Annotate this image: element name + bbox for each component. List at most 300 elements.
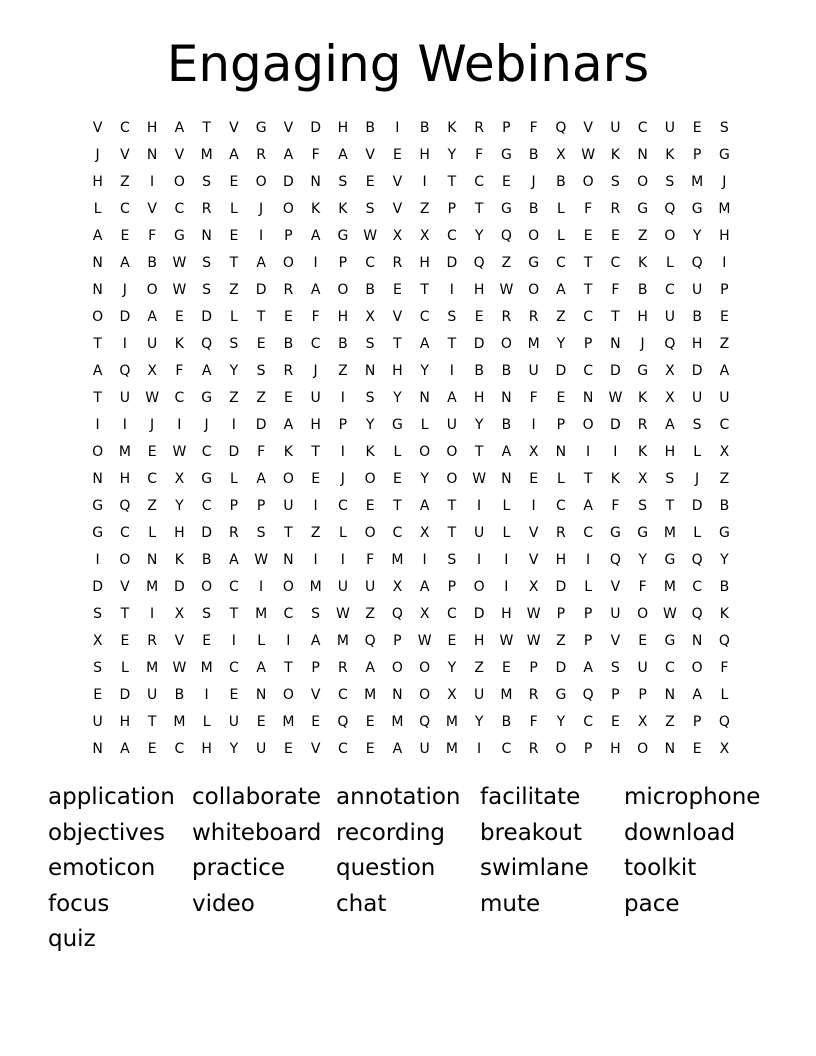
grid-letter: D — [473, 335, 485, 352]
grid-letter: C — [174, 389, 185, 406]
grid-letter: G — [637, 362, 649, 379]
grid-letter: S — [692, 416, 702, 433]
grid-letter: G — [173, 227, 185, 244]
grid-letter: O — [419, 686, 431, 703]
grid-letter: A — [310, 227, 321, 244]
grid-letter: B — [474, 362, 484, 379]
grid-letter: A — [256, 470, 266, 487]
grid-letter: U — [228, 713, 239, 730]
grid-letter: X — [92, 632, 103, 649]
grid-letter: I — [531, 416, 536, 433]
grid-letter: S — [447, 551, 457, 568]
grid-letter: A — [147, 308, 157, 325]
word-list-item: objectives — [48, 819, 166, 846]
grid-letter: Q — [500, 227, 512, 244]
grid-letter: N — [255, 686, 267, 703]
grid-letter: B — [365, 119, 375, 136]
grid-letter: X — [392, 227, 403, 244]
grid-letter: U — [474, 524, 485, 541]
grid-letter: C — [119, 119, 130, 136]
grid-letter: O — [282, 200, 294, 217]
grid-letter: L — [502, 497, 511, 514]
grid-letter: T — [611, 308, 620, 325]
grid-letter: U — [147, 335, 158, 352]
grid-letter: Y — [692, 227, 702, 244]
grid-letter: W — [526, 605, 541, 622]
grid-letter: V — [283, 119, 294, 136]
grid-letter: H — [146, 119, 158, 136]
grid-letter: N — [610, 335, 621, 352]
grid-letter: G — [500, 200, 512, 217]
grid-letter: Q — [664, 335, 676, 352]
grid-letter: D — [555, 659, 567, 676]
grid-letter: K — [311, 200, 321, 217]
grid-letter: O — [282, 578, 294, 595]
grid-letter: V — [528, 551, 539, 568]
grid-letter: F — [311, 146, 320, 163]
grid-letter: P — [338, 254, 348, 271]
grid-letter: X — [147, 362, 157, 379]
grid-letter: L — [93, 200, 102, 217]
grid-letter: A — [256, 659, 266, 676]
grid-letter: T — [583, 281, 593, 298]
grid-letter: O — [637, 605, 649, 622]
grid-row — [84, 384, 738, 411]
grid-letter: V — [610, 632, 621, 649]
grid-letter: T — [447, 335, 457, 352]
grid-letter: V — [120, 146, 130, 163]
grid-letter: T — [583, 470, 593, 487]
grid-letter: Q — [691, 551, 703, 568]
grid-letter: D — [119, 308, 131, 325]
grid-letter: Q — [664, 200, 676, 217]
grid-letter: S — [256, 524, 266, 541]
grid-letter: A — [501, 443, 512, 460]
grid-letter: P — [692, 713, 702, 730]
grid-letter: P — [583, 335, 593, 352]
grid-letter: I — [395, 119, 400, 136]
word-list-item: focus — [48, 890, 110, 917]
word-list-item: practice — [192, 855, 285, 881]
grid-letter: N — [664, 740, 676, 757]
grid-letter: A — [92, 362, 103, 379]
word-list-item: swimlane — [480, 855, 589, 881]
grid-letter: Z — [719, 470, 730, 487]
grid-letter: E — [529, 470, 539, 487]
grid-letter: G — [201, 389, 213, 406]
grid-letter: K — [174, 335, 184, 352]
grid-letter: E — [202, 632, 212, 649]
grid-letter: Y — [365, 416, 375, 433]
grid-letter: N — [555, 443, 567, 460]
grid-letter: K — [174, 551, 184, 568]
grid-letter: G — [500, 146, 512, 163]
grid-letter: R — [338, 659, 348, 676]
word-list-item: video — [192, 890, 255, 917]
grid-letter: C — [637, 119, 648, 136]
grid-letter: S — [365, 200, 375, 217]
grid-letter: X — [447, 686, 457, 703]
grid-letter: G — [691, 200, 703, 217]
grid-letter: I — [586, 443, 591, 460]
grid-letter: G — [255, 119, 267, 136]
grid-letter: D — [228, 443, 240, 460]
grid-letter: N — [92, 254, 103, 271]
grid-letter: K — [283, 443, 293, 460]
grid-letter: V — [174, 146, 185, 163]
grid-letter: W — [172, 254, 187, 271]
grid-letter: S — [665, 470, 675, 487]
grid-letter: G — [92, 524, 104, 541]
grid-letter: J — [313, 362, 318, 379]
grid-letter: S — [93, 659, 103, 676]
word-list-item: chat — [336, 890, 387, 917]
grid-row — [84, 438, 738, 465]
grid-letter: Q — [718, 713, 730, 730]
grid-letter: J — [531, 173, 536, 190]
word-list-item: breakout — [480, 819, 582, 846]
grid-letter: C — [583, 308, 594, 325]
grid-letter: C — [583, 524, 594, 541]
grid-letter: U — [692, 281, 703, 298]
grid-letter: P — [393, 632, 402, 649]
grid-letter: W — [172, 281, 187, 298]
grid-letter: A — [92, 227, 103, 244]
grid-letter: H — [310, 416, 321, 433]
grid-letter: E — [120, 632, 130, 649]
grid-letter: M — [309, 578, 322, 595]
grid-letter: Z — [365, 605, 375, 622]
word-list-item: emoticon — [48, 855, 156, 881]
grid-letter: I — [422, 551, 427, 568]
grid-letter: O — [419, 443, 431, 460]
grid-letter: V — [229, 119, 239, 136]
word-list-item: annotation — [336, 784, 461, 810]
grid-letter: K — [610, 146, 620, 163]
grid-letter: U — [692, 389, 703, 406]
grid-letter: Z — [256, 389, 266, 406]
grid-row — [84, 627, 738, 654]
grid-letter: D — [310, 119, 322, 136]
grid-letter: I — [531, 497, 536, 514]
grid-letter: U — [283, 497, 294, 514]
grid-letter: G — [201, 470, 213, 487]
grid-letter: E — [229, 686, 239, 703]
grid-letter: N — [501, 470, 512, 487]
grid-letter: A — [283, 416, 294, 433]
grid-letter: D — [473, 605, 485, 622]
grid-letter: S — [229, 335, 239, 352]
grid-letter: C — [310, 335, 321, 352]
grid-letter: X — [365, 308, 375, 325]
grid-letter: S — [338, 173, 348, 190]
grid-letter: R — [528, 308, 539, 325]
grid-letter: A — [120, 740, 130, 757]
grid-letter: P — [638, 686, 647, 703]
grid-letter: D — [691, 362, 703, 379]
grid-letter: L — [693, 524, 702, 541]
grid-letter: P — [502, 119, 511, 136]
grid-letter: C — [555, 497, 566, 514]
grid-letter: I — [259, 227, 264, 244]
grid-letter: N — [92, 740, 103, 757]
grid-letter: I — [259, 578, 264, 595]
grid-letter: P — [583, 605, 593, 622]
grid-letter: S — [610, 659, 620, 676]
grid-letter: H — [119, 713, 131, 730]
grid-letter: P — [447, 578, 457, 595]
grid-letter: T — [420, 281, 429, 298]
grid-letter: R — [283, 362, 294, 379]
grid-letter: K — [338, 200, 348, 217]
grid-letter: I — [150, 605, 155, 622]
grid-letter: Y — [229, 362, 239, 379]
grid-letter: H — [719, 227, 730, 244]
grid-letter: N — [201, 227, 212, 244]
grid-letter: S — [610, 173, 620, 190]
grid-letter: B — [637, 281, 648, 298]
grid-letter: I — [340, 443, 345, 460]
grid-letter: F — [257, 443, 266, 460]
grid-letter: A — [283, 146, 294, 163]
grid-letter: P — [720, 281, 729, 298]
grid-letter: Q — [419, 713, 431, 730]
grid-letter: C — [501, 740, 512, 757]
grid-letter: Z — [310, 524, 321, 541]
grid-row — [84, 600, 738, 627]
grid-letter: C — [583, 362, 594, 379]
grid-letter: T — [256, 308, 266, 325]
grid-letter: T — [202, 119, 211, 136]
grid-letter: K — [719, 605, 729, 622]
grid-letter: O — [446, 470, 458, 487]
grid-letter: I — [150, 173, 155, 190]
grid-letter: R — [528, 740, 539, 757]
grid-letter: F — [529, 713, 538, 730]
grid-letter: W — [526, 632, 541, 649]
grid-letter: L — [502, 524, 511, 541]
grid-row — [84, 195, 738, 222]
grid-letter: Y — [556, 335, 566, 352]
grid-letter: E — [93, 686, 103, 703]
grid-letter: S — [447, 308, 457, 325]
grid-row — [84, 303, 738, 330]
grid-letter: Q — [691, 605, 703, 622]
grid-letter: I — [477, 740, 482, 757]
grid-letter: D — [92, 578, 104, 595]
grid-letter: V — [120, 578, 130, 595]
grid-row — [84, 465, 738, 492]
grid-letter: C — [201, 497, 212, 514]
word-list-item: whiteboard — [192, 819, 322, 846]
grid-letter: E — [610, 227, 620, 244]
grid-letter: B — [501, 713, 512, 730]
grid-letter: Q — [582, 686, 594, 703]
grid-letter: I — [340, 551, 345, 568]
grid-letter: U — [528, 362, 539, 379]
grid-letter: C — [337, 686, 348, 703]
grid-letter: E — [692, 119, 702, 136]
grid-row — [84, 654, 738, 681]
grid-letter: I — [313, 551, 318, 568]
grid-letter: S — [256, 362, 266, 379]
grid-letter: W — [499, 281, 514, 298]
grid-letter: I — [340, 389, 345, 406]
grid-letter: H — [610, 740, 621, 757]
grid-letter: F — [366, 551, 375, 568]
grid-letter: L — [420, 416, 429, 433]
grid-letter: F — [529, 389, 538, 406]
grid-letter: O — [473, 578, 485, 595]
grid-letter: R — [147, 632, 157, 649]
grid-letter: A — [419, 578, 430, 595]
grid-letter: H — [473, 281, 485, 298]
grid-letter: H — [201, 740, 212, 757]
grid-letter: P — [556, 605, 566, 622]
grid-letter: Q — [718, 632, 730, 649]
grid-letter: S — [365, 389, 375, 406]
grid-letter: M — [527, 335, 540, 352]
grid-letter: O — [173, 173, 185, 190]
grid-letter: B — [719, 497, 730, 514]
grid-letter: I — [122, 335, 127, 352]
grid-letter: U — [337, 578, 348, 595]
grid-letter: J — [95, 146, 100, 163]
grid-letter: G — [637, 200, 649, 217]
grid-letter: W — [417, 632, 432, 649]
grid-letter: W — [581, 146, 596, 163]
grid-letter: I — [477, 551, 482, 568]
grid-letter: A — [201, 362, 212, 379]
grid-letter: M — [718, 200, 731, 217]
grid-letter: I — [122, 416, 127, 433]
grid-letter: R — [501, 308, 512, 325]
grid-letter: M — [445, 713, 458, 730]
grid-letter: L — [393, 443, 402, 460]
grid-letter: O — [282, 254, 294, 271]
grid-letter: I — [449, 362, 454, 379]
grid-letter: D — [609, 362, 621, 379]
page-title: Engaging Webinars — [166, 35, 650, 93]
grid-letter: L — [720, 686, 729, 703]
grid-letter: M — [336, 632, 349, 649]
grid-letter: P — [529, 659, 538, 676]
grid-letter: L — [338, 524, 347, 541]
grid-letter: X — [528, 443, 539, 460]
grid-letter: B — [338, 335, 348, 352]
grid-letter: W — [172, 659, 187, 676]
grid-letter: P — [229, 497, 239, 514]
grid-letter: I — [231, 632, 236, 649]
grid-letter: E — [311, 470, 321, 487]
grid-row — [84, 222, 738, 249]
grid-row — [84, 141, 738, 168]
grid-letter: E — [692, 740, 702, 757]
grid-letter: V — [310, 740, 321, 757]
grid-letter: O — [664, 227, 676, 244]
grid-letter: Y — [447, 659, 457, 676]
grid-letter: P — [311, 659, 320, 676]
grid-letter: M — [200, 146, 213, 163]
grid-letter: L — [556, 470, 565, 487]
grid-letter: B — [528, 146, 539, 163]
grid-letter: A — [692, 686, 702, 703]
word-list-item: quiz — [48, 926, 96, 952]
grid-letter: C — [337, 740, 348, 757]
grid-letter: U — [92, 713, 103, 730]
grid-letter: V — [528, 524, 539, 541]
grid-letter: C — [147, 470, 158, 487]
grid-letter: G — [637, 524, 649, 541]
grid-letter: N — [92, 281, 103, 298]
grid-letter: X — [419, 524, 430, 541]
grid-letter: F — [529, 119, 538, 136]
grid-letter: W — [145, 389, 160, 406]
grid-letter: N — [310, 173, 321, 190]
grid-letter: X — [719, 443, 730, 460]
grid-letter: T — [447, 497, 457, 514]
grid-letter: L — [148, 524, 157, 541]
grid-letter: D — [691, 497, 703, 514]
grid-letter: G — [555, 686, 567, 703]
grid-letter: L — [229, 200, 238, 217]
grid-letter: I — [95, 551, 100, 568]
grid-letter: D — [201, 524, 213, 541]
grid-letter: J — [695, 470, 700, 487]
grid-letter: N — [364, 362, 376, 379]
grid-letter: N — [664, 686, 676, 703]
grid-letter: S — [202, 605, 212, 622]
grid-letter: U — [147, 686, 158, 703]
grid-letter: N — [637, 146, 648, 163]
grid-letter: V — [392, 200, 403, 217]
grid-letter: X — [174, 470, 185, 487]
grid-letter: T — [474, 200, 484, 217]
grid-letter: L — [693, 443, 702, 460]
grid-letter: V — [392, 308, 403, 325]
grid-letter: I — [422, 173, 427, 190]
grid-letter: B — [201, 551, 212, 568]
grid-letter: C — [664, 281, 675, 298]
grid-letter: H — [174, 524, 185, 541]
grid-letter: A — [338, 146, 348, 163]
grid-letter: C — [119, 524, 130, 541]
grid-letter: E — [556, 389, 566, 406]
word-list-item: microphone — [624, 784, 761, 810]
grid-letter: C — [174, 200, 185, 217]
grid-letter: Z — [229, 389, 239, 406]
grid-letter: O — [364, 470, 376, 487]
grid-letter: F — [175, 362, 184, 379]
grid-letter: P — [284, 227, 293, 244]
grid-letter: E — [392, 281, 402, 298]
grid-letter: H — [473, 389, 485, 406]
grid-letter: X — [665, 389, 675, 406]
grid-letter: T — [229, 605, 239, 622]
grid-letter: B — [283, 335, 294, 352]
grid-letter: L — [556, 227, 565, 244]
grid-letter: H — [337, 308, 349, 325]
grid-letter: M — [391, 713, 404, 730]
grid-letter: M — [445, 740, 458, 757]
grid-row — [84, 411, 738, 438]
grid-letter: I — [95, 416, 100, 433]
grid-letter: E — [583, 227, 593, 244]
grid-letter: C — [174, 740, 185, 757]
grid-letter: U — [664, 119, 675, 136]
grid-letter: Q — [391, 605, 403, 622]
grid-letter: N — [392, 686, 403, 703]
